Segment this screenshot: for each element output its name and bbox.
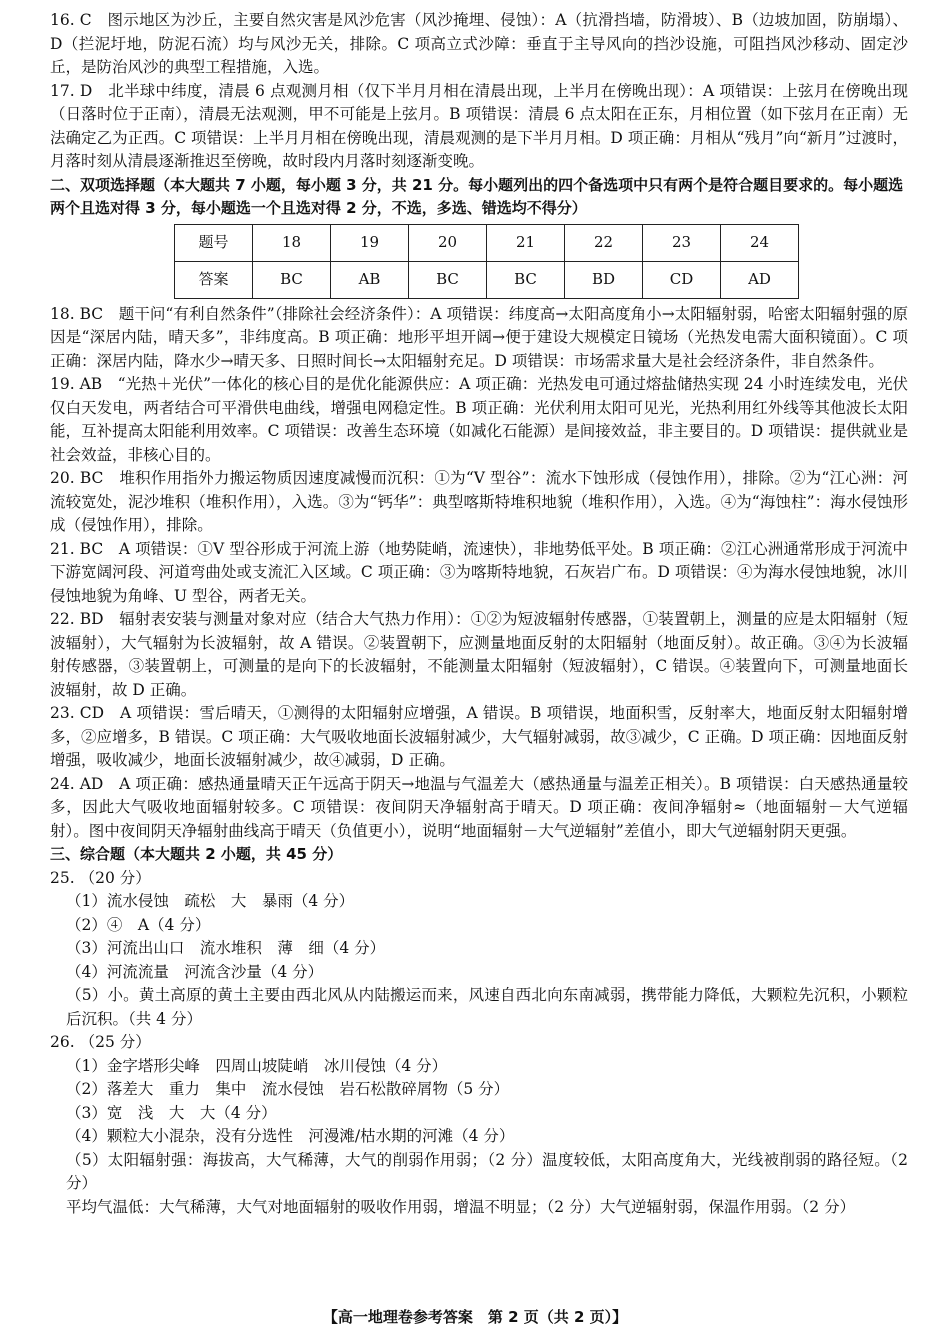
table-cell: 23 <box>643 224 721 261</box>
q26-line-1: （1）金字塔形尖峰 四周山坡陡峭 冰川侵蚀（4 分） <box>66 1056 448 1075</box>
table-cell-label: 答案 <box>175 261 253 298</box>
answer-item-23: 23. CD A 项错误：雪后晴天，①测得的太阳辐射应增强，A 错误。B 项错误，地面积雪，反射率大，地面反射太阳辐射增多，②应增多，B 错误。C 项正确：大气吸收地面长波辐射减少，大气辐射减弱，故③减少，C 正确。D 项正确：因地面反射增强，吸收减少，地面长波辐射减少，故④减弱，D 正确。 <box>50 704 908 769</box>
table-cell: AD <box>721 261 799 298</box>
table-cell-label: 题号 <box>175 224 253 261</box>
section-heading-2: 二、双项选择题（本大题共 7 小题，每小题 3 分，共 21 分。每小题列出的四个备选项中只有两个是符合题目要求的。每小题选两个且选对得 3 分，每小题选一个且选对得 2 分，不选，多选、错选均不得分） <box>50 175 904 217</box>
table-cell: BC <box>487 261 565 298</box>
q26-line-4: （4）颗粒大小混杂，没有分选性 河漫滩/枯水期的河滩（4 分） <box>66 1127 515 1145</box>
table-cell: AB <box>331 261 409 298</box>
answer-item-16: 16. C 图示地区为沙丘，主要自然灾害是风沙危害（风沙掩埋、侵蚀）：A（抗滑挡墙，防滑坡）、B（边坡加固，防崩塌）、D（拦泥圩地，防泥石流）均与风沙无关，排除。C 项高立式沙障：垂直于主导风向的挡沙设施，可阻挡风沙移动、固定沙丘，是防治风沙的典型工程措施，入选。 <box>50 11 908 76</box>
answer-table <box>174 224 799 299</box>
answer-item-17: 17. D 北半球中纬度，清晨 6 点观测月相（仅下半月月相在清晨出现，上半月在傍晚出现）：A 项错误：上弦月在傍晚出现（日落时位于正南），清晨无法观测，甲不可能是上弦月。B 项错误：清晨 6 点太阳在正东，月相位置（如下弦月在正南）无法确定乙为正西。C 项错误：上半月月相在傍晚出现，清晨观测的是下半月月相。D 项正确：月相从“残月”向“新月”过渡时，月落时刻从清晨逐渐推迟至傍晚，故时段内月落时刻逐渐变晚。 <box>50 81 908 170</box>
table-cell: BC <box>409 261 487 298</box>
table-row-numbers <box>175 224 799 261</box>
question-26-head: 26. （25 分） <box>50 1033 151 1051</box>
table-cell: 18 <box>253 224 331 261</box>
table-cell: BD <box>565 261 643 298</box>
table-cell: 20 <box>409 224 487 261</box>
q25-line-5: （5）小。黄土高原的黄土主要由西北风从内陆搬运而来，风速自西北向东南减弱，携带能力降低，大颗粒先沉积，小颗粒后沉积。（共 4 分） <box>66 986 908 1028</box>
question-25-head: 25. （20 分） <box>50 868 151 887</box>
answer-item-19: 19. AB “光热＋光伏”一体化的核心目的是优化能源供应：A 项正确：光热发电可通过熔盐储热实现 24 小时连续发电，光伏仅白天发电，两者结合可平滑供电曲线，增强电网稳定性。B 项正确：光伏利用太阳可见光，光热利用红外线等其他波长太阳能，互补提高太阳能利用效率。C 项错误：改善生态环境（如减化石能源）是间接效益，非主要目的。D 项错误：提供就业是社会效益，非核心目的。 <box>50 375 908 464</box>
q26-line-3: （3）宽 浅 大 大（4 分） <box>66 1103 277 1122</box>
section-heading-3: 三、综合题（本大题共 2 小题，共 45 分） <box>50 845 343 863</box>
q26-line-6: 平均气温低：大气稀薄，大气对地面辐射的吸收作用弱，增温不明显；（2 分）大气逆辐射弱，保温作用弱。（2 分） <box>66 1197 856 1216</box>
answer-item-20: 20. BC 堆积作用指外力搬运物质因速度减慢而沉积：①为“V 型谷”：流水下蚀形成（侵蚀作用），排除。②为“江心洲：河流较宽处，泥沙堆积（堆积作用），入选。③为“钙华”：典型喀斯特堆积地貌（堆积作用），入选。④为“海蚀柱”：海水侵蚀形成（侵蚀作用），排除。 <box>50 469 908 534</box>
table-cell: 22 <box>565 224 643 261</box>
table-cell: 24 <box>721 224 799 261</box>
answer-item-24: 24. AD A 项正确：感热通量晴天正午远高于阴天→地温与气温差大（感热通量与温差正相关）。B 项错误：白天感热通量较多，因此大气吸收地面辐射较多。C 项错误：夜间阴天净辐射高于晴天。D 项正确：夜间净辐射≈（地面辐射－大气逆辐射）。图中夜间阴天净辐射曲线高于晴天（负值更小），说明“地面辐射－大气逆辐射”差值小，即大气逆辐射阴天更强。 <box>50 774 908 840</box>
table-cell: 21 <box>487 224 565 261</box>
q25-line-3: （3）河流出山口 流水堆积 薄 细（4 分） <box>66 939 386 957</box>
q26-line-2: （2）落差大 重力 集中 流水侵蚀 岩石松散碎屑物（5 分） <box>66 1080 510 1098</box>
page-footer: 【高一地理卷参考答案 第 2 页（共 2 页）】 <box>322 1308 628 1326</box>
table-cell: 19 <box>331 224 409 261</box>
q25-line-2: （2）④ A（4 分） <box>66 915 211 934</box>
table-cell: CD <box>643 261 721 298</box>
q26-line-5: （5）太阳辐射强：海拔高，大气稀薄，大气的削弱作用弱；（2 分）温度较低，太阳高度角大，光线被削弱的路径短。（2 分） <box>66 1150 908 1192</box>
answer-item-22: 22. BD 辐射表安装与测量对象对应（结合大气热力作用）：①②为短波辐射传感器，①装置朝上，测量的应是太阳辐射（短波辐射），大气辐射为长波辐射，故 A 错误。②装置朝下，应测量地面反射的太阳辐射（地面反射）。故正确。③④为长波辐射传感器，③装置朝上，可测量的是向下的长波辐射，不能测量太阳辐射（短波辐射），C 错误。④装置向下，可测量地面长波辐射，故 D 正确。 <box>50 610 908 699</box>
answer-item-18: 18. BC 题干问“有利自然条件”（排除社会经济条件）：A 项错误：纬度高→太阳高度角小→太阳辐射弱，哈密太阳辐射强的原因是“深居内陆，晴天多”，非纬度高。B 项正确：地形平坦开阔→便于建设大规模定日镜场（光热发电需大面积镜面）。C 项正确：深居内陆，降水少→晴天多、日照时间长→太阳辐射充足。D 项错误：市场需求量大是社会经济条件，非自然条件。 <box>50 304 908 370</box>
answer-sheet-page <box>50 9 908 1219</box>
q25-line-1: （1）流水侵蚀 疏松 大 暴雨（4 分） <box>66 892 355 910</box>
answer-item-21: 21. BC A 项错误：①V 型谷形成于河流上游（地势陡峭，流速快），非地势低平处。B 项正确：②江心洲通常形成于河流中下游宽阔河段、河道弯曲处或支流汇入区域。C 项正确：③为喀斯特地貌，石灰岩广布。D 项错误：④为海水侵蚀地貌，冰川侵蚀地貌为角峰、U 型谷，两者无关。 <box>50 539 908 605</box>
q25-line-4: （4）河流流量 河流含沙量（4 分） <box>66 962 324 981</box>
table-cell: BC <box>253 261 331 298</box>
table-row-answers <box>175 261 799 298</box>
